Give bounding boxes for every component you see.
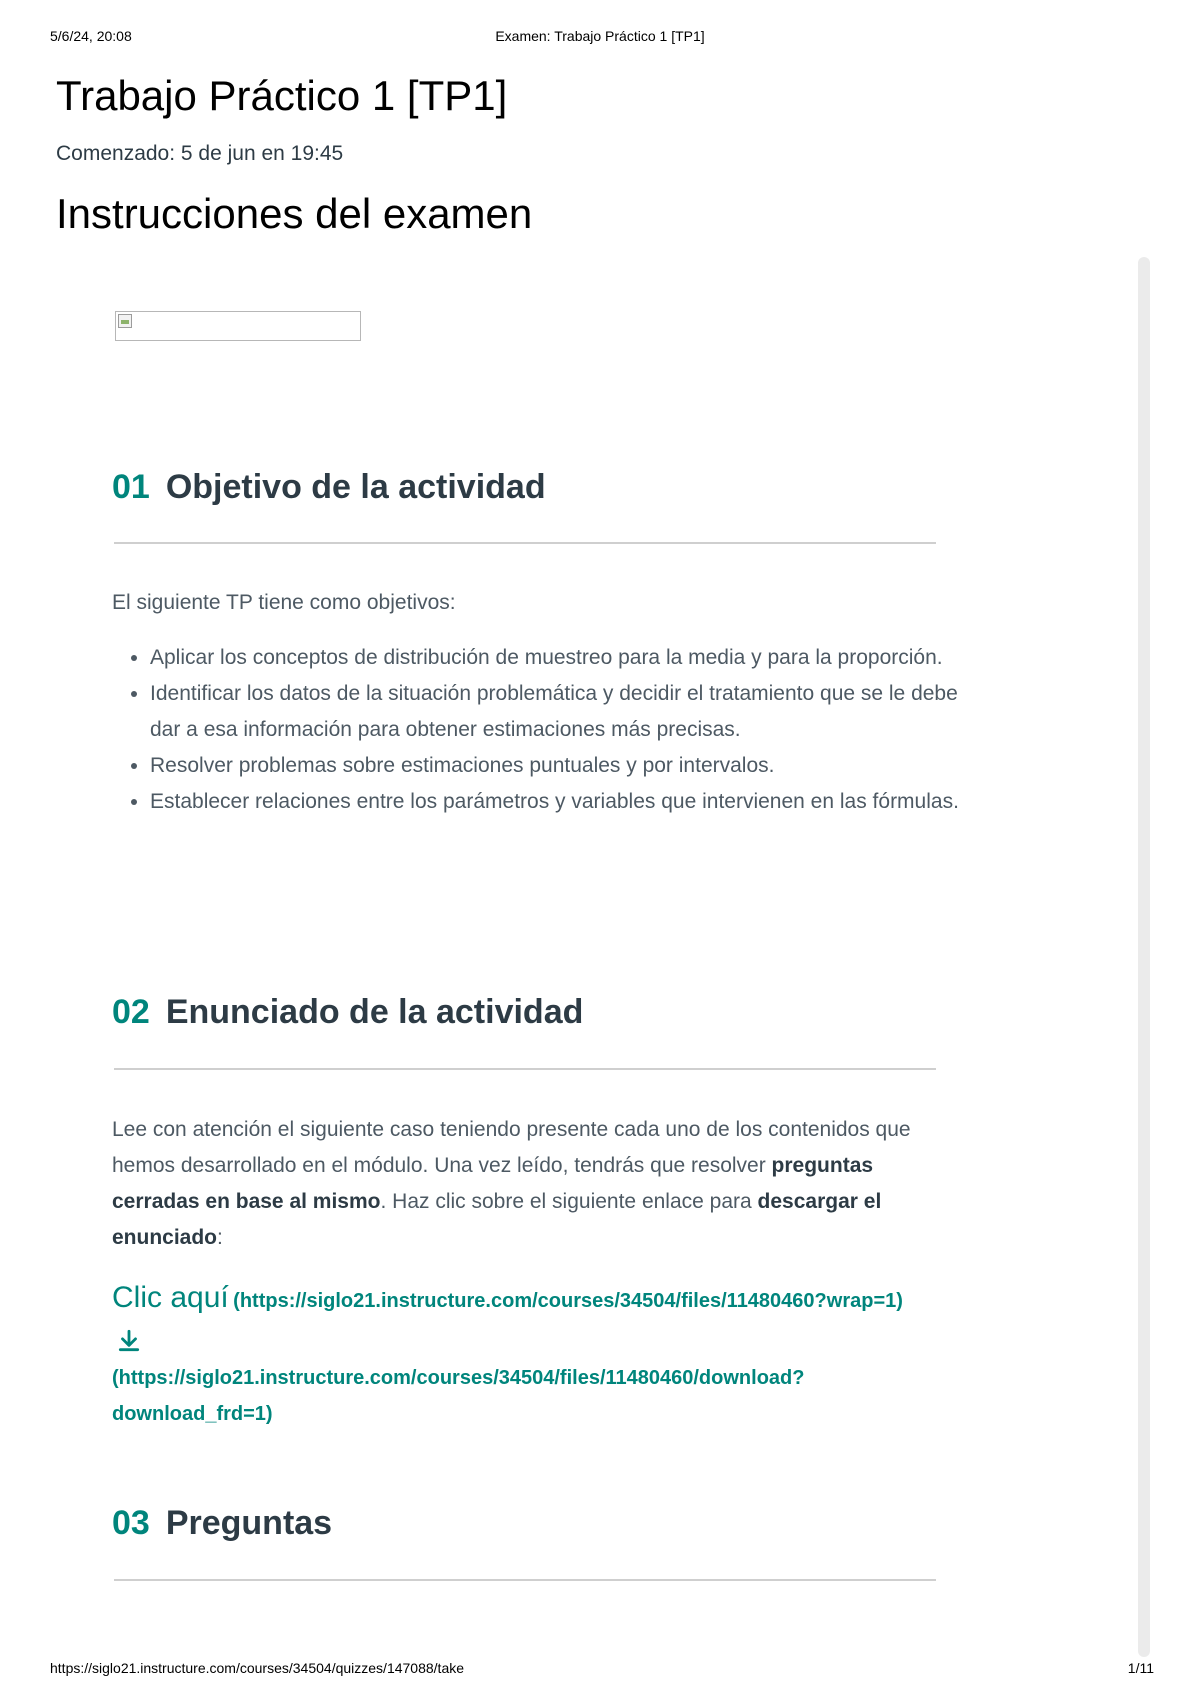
statement-paragraph — [112, 1112, 936, 1256]
section-number: 02 — [112, 993, 150, 1031]
section-questions — [112, 1504, 936, 1543]
section-title: Enunciado de la actividad — [165, 993, 584, 1031]
statement-bold: preguntas cerradas en base al mismo — [112, 1154, 874, 1213]
section-objective — [112, 468, 936, 507]
broken-image-icon — [118, 314, 132, 328]
print-date: 5/6/24, 20:08 — [50, 28, 132, 44]
section-divider — [114, 542, 936, 544]
print-url: https://siglo21.instructure.com/courses/34504/quizzes/147088/take — [50, 1660, 465, 1676]
clic-aqui-link[interactable]: Clic aquí — [112, 1281, 229, 1314]
statement-links — [112, 1280, 936, 1432]
section-number: 03 — [112, 1504, 150, 1542]
quiz-title: Trabajo Práctico 1 [TP1] — [56, 72, 508, 119]
instructions-heading: Instrucciones del examen — [56, 190, 533, 237]
section-heading — [112, 468, 936, 507]
statement-bold: descargar el enunciado — [112, 1190, 882, 1249]
objective-intro: El siguiente TP tiene como objetivos: — [112, 591, 456, 614]
section-statement — [112, 993, 936, 1032]
objective-item: • Aplicar los conceptos de distribución de muestreo para la media y para la proporción. — [150, 640, 960, 676]
page-number: 1/11 — [1127, 1660, 1154, 1676]
quiz-started-time: Comenzado: 5 de jun en 19:45 — [56, 142, 344, 165]
broken-image-placeholder — [115, 311, 361, 341]
download-link-url[interactable]: (https://siglo21.instructure.com/courses/34504/files/11480460/download?download_frd=1) — [112, 1367, 805, 1425]
section-title: Preguntas — [165, 1504, 333, 1542]
objective-item: • Resolver problemas sobre estimaciones puntuales y por intervalos. — [150, 748, 960, 784]
section-divider — [114, 1068, 936, 1070]
objectives-list — [112, 640, 960, 820]
file-link-url[interactable]: (https://siglo21.instructure.com/courses/34504/files/11480460?wrap=1) — [233, 1290, 903, 1312]
section-heading — [112, 1504, 936, 1543]
print-header — [0, 28, 1200, 48]
section-heading — [112, 993, 936, 1032]
section-divider — [114, 1579, 936, 1581]
statement-text: : — [217, 1226, 223, 1249]
scrollbar[interactable] — [1138, 257, 1150, 1657]
statement-text: Lee con atención el siguiente caso teniendo presente cada uno de los contenidos que hemos desarrollado en el módulo. Una vez leído, tendrás que resolver — [112, 1118, 911, 1177]
objective-item: • Establecer relaciones entre los parámetros y variables que intervienen en las fórmulas. — [150, 784, 960, 820]
section-title: Objetivo de la actividad — [165, 468, 546, 506]
section-number: 01 — [112, 468, 150, 506]
print-document-title: Examen: Trabajo Práctico 1 [TP1] — [495, 28, 705, 44]
objective-item: • Identificar los datos de la situación problemática y decidir el tratamiento que se le debe dar a esa información para obtener estimaciones más precisas. — [150, 676, 960, 748]
statement-text: . Haz clic sobre el siguiente enlace para — [380, 1190, 758, 1213]
download-icon[interactable] — [116, 1328, 142, 1354]
